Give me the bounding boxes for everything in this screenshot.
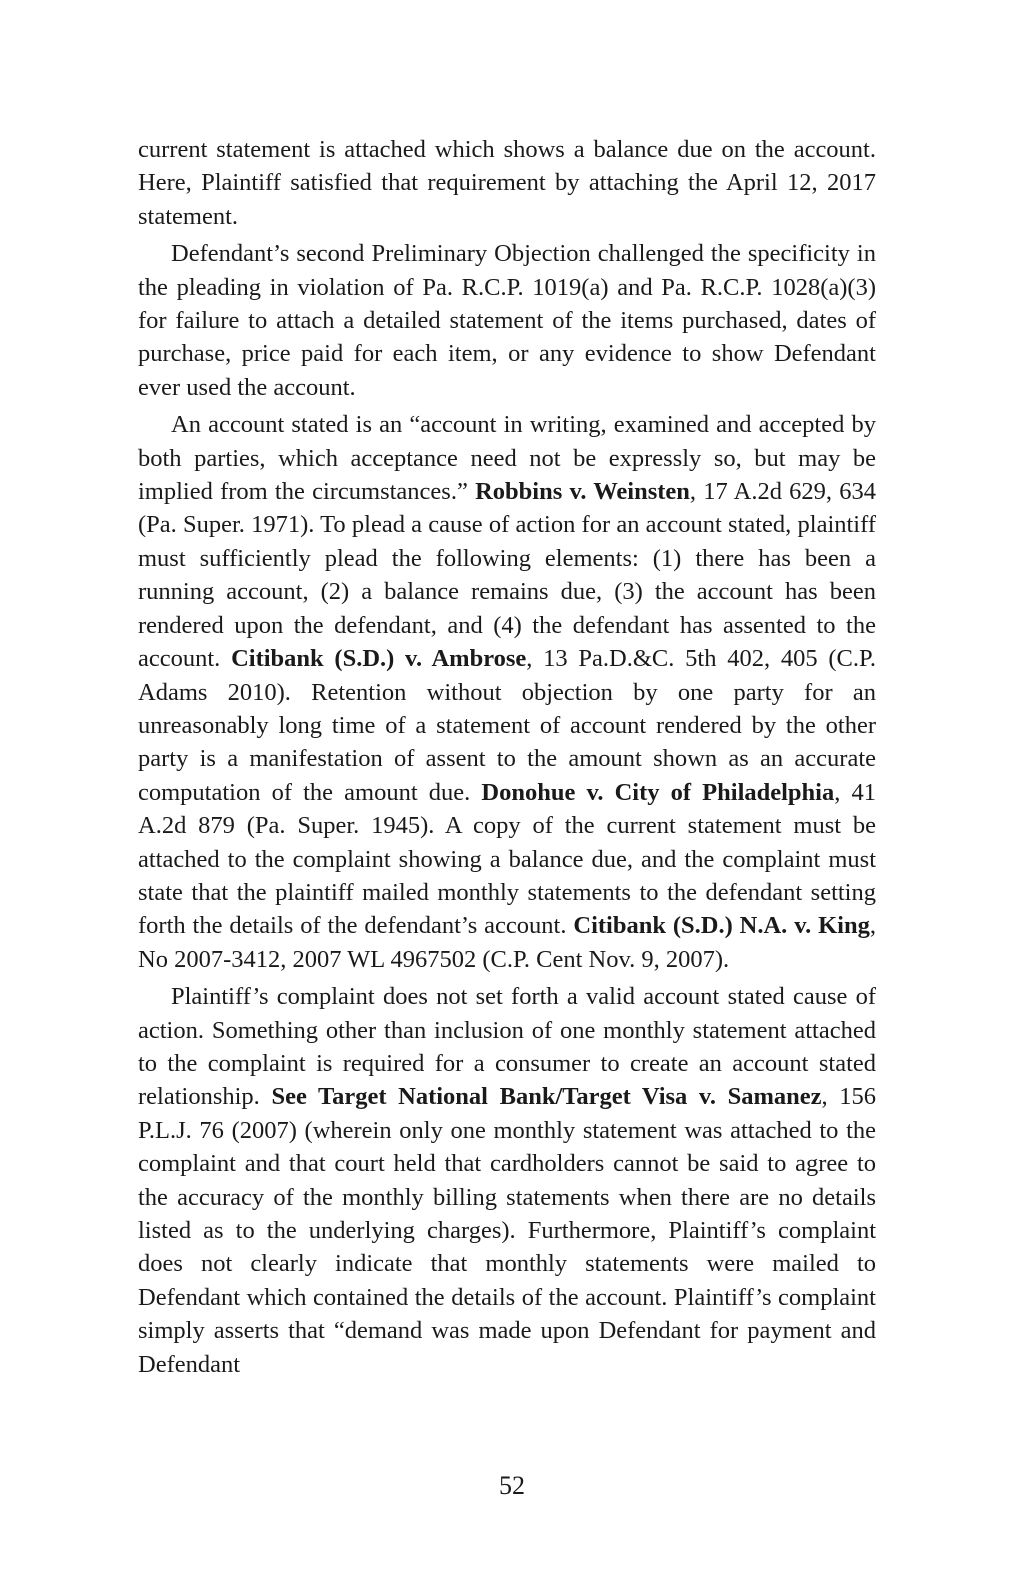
case-citation-robbins: Robbins v. Weinsten xyxy=(475,478,690,506)
paragraph-3-segment-7: , 41 A.2d 879 (Pa. Super. 1945). A copy of the current statement must be attached to the complaint showing a balance due, and the complaint must state that the plaintiff mailed monthly statements to the defendant setting forth the details of the defendant’s account. xyxy=(138,778,876,940)
paragraph-1-segment-1: current statement is attached which shows a balance due on the account. Here, Plaintiff satisfied that requirement by attaching the April 12, 2017 statement. xyxy=(138,136,876,230)
case-citation-target-samanez: See Target National Bank/Target Visa v. Samanez xyxy=(271,1083,822,1111)
paragraph-2 xyxy=(138,237,876,404)
case-citation-donohue: Donohue v. City of Philadelphia xyxy=(481,778,835,806)
case-citation-citibank-king: Citibank (S.D.) N.A. v. King xyxy=(573,912,870,940)
paragraph-1 xyxy=(138,133,876,233)
body-text xyxy=(138,133,876,1385)
paragraph-4-segment-1: Plaintiff’s complaint does not set forth a valid account stated cause of action. Something other than inclusion of one monthly statement attached to the complaint is required for a consumer to create an account stated relationship. xyxy=(138,983,876,1111)
paragraph-3-segment-3: , 17 A.2d 629, 634 (Pa. Super. 1971). To plead a cause of action for an account stated, plaintiff must sufficiently plead the following elements: (1) there has been a running account, (2) a balance remains due, (3) the account has been rendered upon the defendant, and (4) the defendant has assented to the account. xyxy=(138,478,877,673)
paragraph-3-segment-1: An account stated is an “account in writing, examined and accepted by both parties, which acceptance need not be expressly so, but may be implied from the circumstances.” xyxy=(138,411,876,506)
paragraph-4 xyxy=(138,980,876,1381)
paragraph-2-segment-1: Defendant’s second Preliminary Objection challenged the specificity in the pleading in violation of Pa. R.C.P. 1019(a) and Pa. R.C.P. 1028(a)(3) for failure to attach a detailed statement of the items purchased, dates of purchase, price paid for each item, or any evidence to show Defendant ever used the account. xyxy=(138,240,876,401)
page-number: 52 xyxy=(499,1471,525,1500)
paragraph-3-segment-5: , 13 Pa.D.&C. 5th 402, 405 (C.P. Adams 2010). Retention without objection by one party for an unreasonably long time of a statement of account rendered by the other party is a manifestation of assent to the amount shown as an accurate computation of the amount due. xyxy=(138,645,876,806)
paragraph-3-segment-9: , No 2007-3412, 2007 WL 4967502 (C.P. Cent Nov. 9, 2007). xyxy=(138,912,876,973)
paragraph-4-segment-3: , 156 P.L.J. 76 (2007) (wherein only one monthly statement was attached to the complaint and that court held that cardholders cannot be said to agree to the accuracy of the monthly billing statements when there are no details listed as to the underlying charges). Furthermore, Plaintiff’s complaint does not clearly indicate that monthly statements were mailed to Defendant which contained the details of the account. Plaintiff’s complaint simply asserts that “demand was made upon Defendant for payment and Defendant xyxy=(138,1083,877,1378)
case-citation-citibank-ambrose: Citibank (S.D.) v. Ambrose xyxy=(231,645,527,673)
paragraph-3 xyxy=(138,408,876,976)
